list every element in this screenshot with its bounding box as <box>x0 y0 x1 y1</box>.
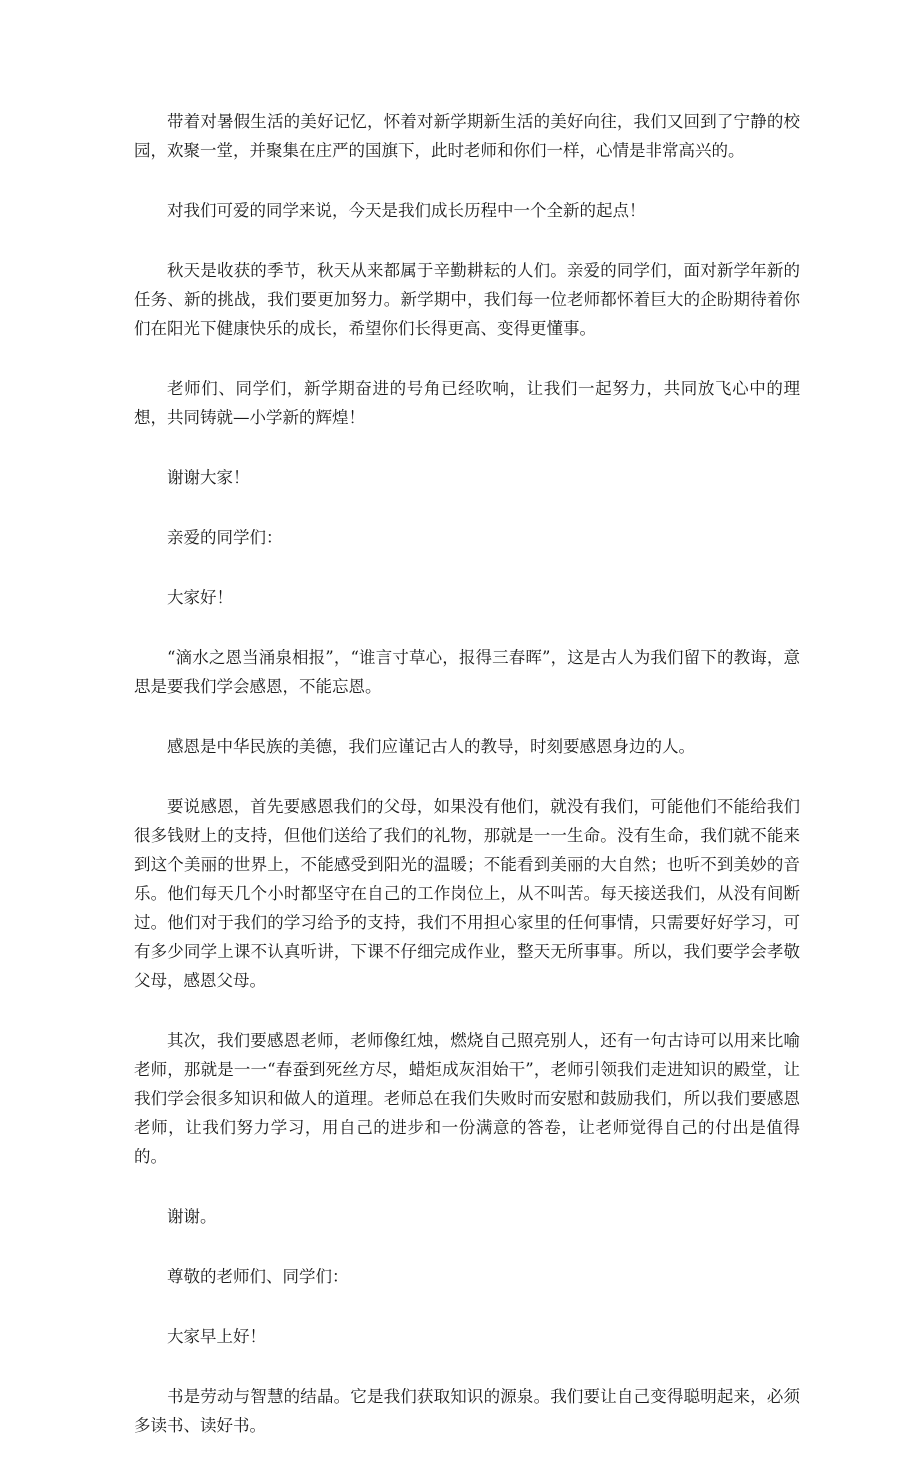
paragraph-6: 亲爱的同学们： <box>167 528 283 547</box>
paragraph-13: 尊敬的老师们、同学们： <box>167 1267 349 1286</box>
paragraph-7: 大家好！ <box>167 588 233 607</box>
paragraph-12: 谢谢。 <box>167 1207 217 1226</box>
paragraph-8: “滴水之恩当涌泉相报”，“谁言寸草心，报得三春晖”，这是古人为我们留下的教诲，意思是要我们学会感恩，不能忘恩。 <box>134 648 800 696</box>
paragraph-15: 书是劳动与智慧的结晶。它是我们获取知识的源泉。我们要让自己变得聪明起来，必须多读书、读好书。 <box>134 1387 800 1435</box>
paragraph-10: 要说感恩，首先要感恩我们的父母，如果没有他们，就没有我们，可能他们不能给我们很多钱财上的支持，但他们送给了我们的礼物，那就是一一生命。没有生命，我们就不能来到这个美丽的世界上，不能感受到阳光的温暖；不能看到美丽的大自然；也听不到美妙的音乐。他们每天几个小时都坚守在自己的工作岗位上，从不叫苦。每天接送我们，从没有间断过。他们对于我们的学习给予的支持，我们不用担心家里的任何事情，只需要好好学习，可有多少同学上课不认真听讲，下课不仔细完成作业，整天无所事事。所以，我们要学会孝敬父母，感恩父母。 <box>134 797 800 990</box>
paragraph-5: 谢谢大家！ <box>167 468 250 487</box>
paragraph-14: 大家早上好！ <box>167 1327 266 1346</box>
paragraph-4: 老师们、同学们，新学期奋进的号角已经吹响，让我们一起努力，共同放飞心中的理想，共同铸就—小学新的辉煌！ <box>134 379 800 427</box>
paragraph-3: 秋天是收获的季节，秋天从来都属于辛勤耕耘的人们。亲爱的同学们，面对新学年新的任务、新的挑战，我们要更加努力。新学期中，我们每一位老师都怀着巨大的企盼期待着你们在阳光下健康快乐的成长，希望你们长得更高、变得更懂事。 <box>134 261 800 338</box>
paragraph-9: 感恩是中华民族的美德，我们应谨记古人的教导，时刻要感恩身边的人。 <box>167 737 695 756</box>
paragraph-11: 其次，我们要感恩老师，老师像红烛，燃烧自己照亮别人，还有一句古诗可以用来比喻老师，那就是一一“春蚕到死丝方尽，蜡炬成灰泪始干”，老师引领我们走进知识的殿堂，让我们学会很多知识和做人的道理。老师总在我们失败时而安慰和鼓励我们，所以我们要感恩老师，让我们努力学习，用自己的进步和一份满意的答卷，让老师觉得自己的付出是值得的。 <box>134 1031 800 1166</box>
paragraph-2: 对我们可爱的同学来说，今天是我们成长历程中一个全新的起点！ <box>167 201 646 220</box>
document-body <box>134 107 800 1471</box>
paragraph-1: 带着对暑假生活的美好记忆，怀着对新学期新生活的美好向往，我们又回到了宁静的校园，欢聚一堂，并聚集在庄严的国旗下，此时老师和你们一样，心情是非常高兴的。 <box>134 112 800 160</box>
